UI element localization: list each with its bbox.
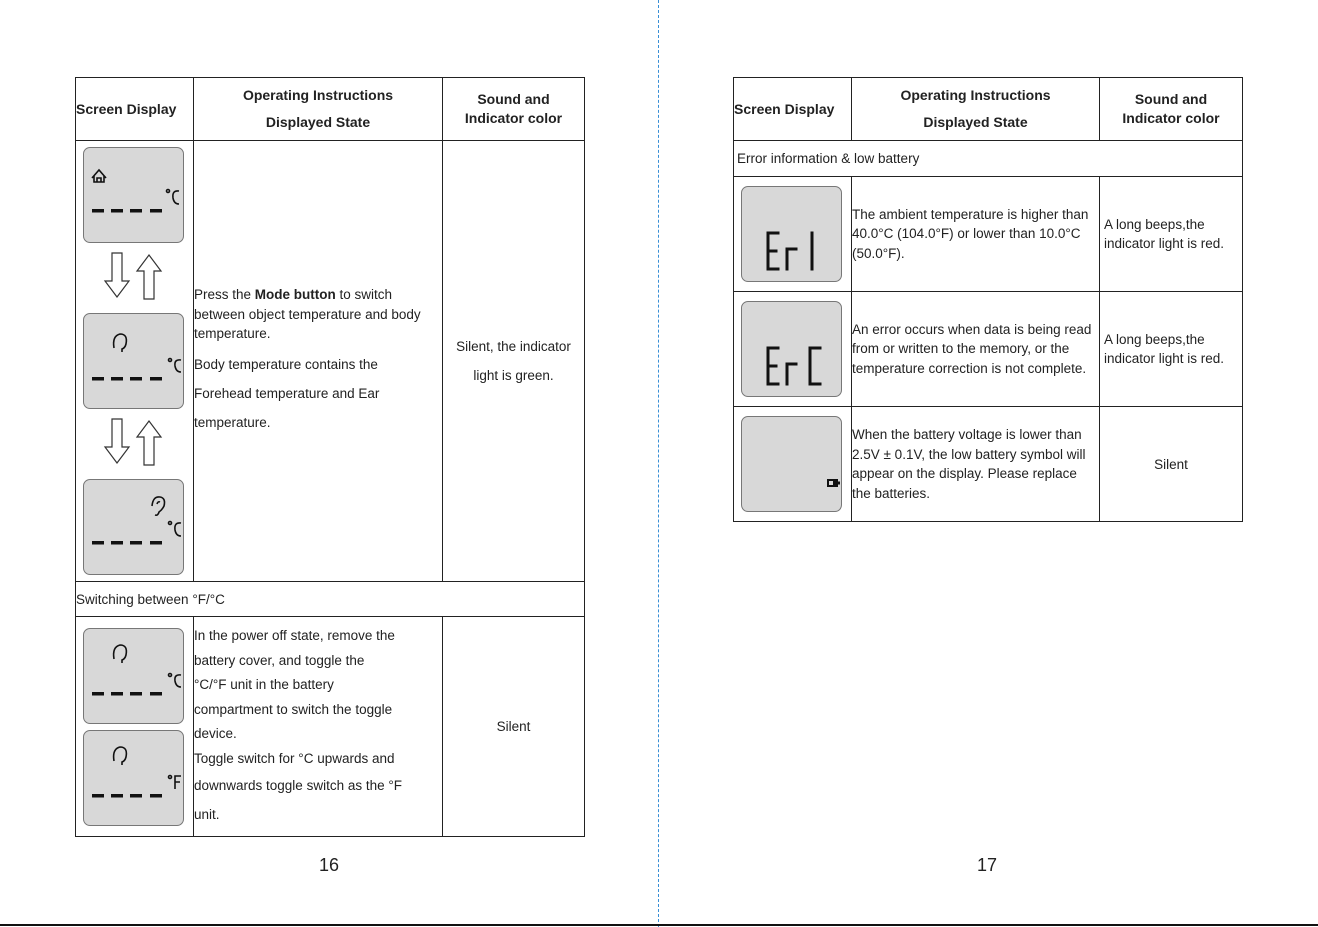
section-unit-switching: Switching between °F/°C <box>76 582 585 617</box>
lcd-screen-object-temp <box>83 147 184 243</box>
lcd-er1-graphic <box>742 187 841 281</box>
unit-instr-line: In the power off state, remove the <box>194 628 395 643</box>
head-icon <box>114 747 127 765</box>
header-instr-line2: Displayed State <box>923 114 1028 130</box>
erc-sound-indicator: A long beeps,the indicator light is red. <box>1100 292 1243 407</box>
er1-display-text <box>768 233 812 269</box>
mode-instr-paragraph-3: Forehead temperature and Ear <box>194 385 380 401</box>
celsius-icon <box>167 190 180 205</box>
erc-instructions: An error occurs when data is being read from or written to the memory, or the temperature correction is not complete. <box>852 292 1100 407</box>
celsius-icon <box>169 673 182 687</box>
header-sound-indicator <box>443 78 585 141</box>
lcd-erc-graphic <box>742 302 841 396</box>
low-battery-screen-cell <box>734 407 852 522</box>
mode-instr-paragraph-2: Body temperature contains the <box>194 356 378 372</box>
left-instruction-table <box>75 77 585 837</box>
low-battery-instructions: When the battery voltage is lower than 2.5V ± 0.1V, the low battery symbol will appear on the display. Please replace the batteries. <box>852 407 1100 522</box>
mode-sound-line2: light is green. <box>473 368 554 383</box>
header-operating-instructions <box>194 78 443 141</box>
dash-reading <box>92 794 162 798</box>
lcd-screen-celsius <box>83 628 184 724</box>
mode-sound-indicator <box>443 141 585 582</box>
er1-sound-indicator: A long beeps,the indicator light is red. <box>1100 177 1243 292</box>
switch-arrows-2 <box>83 415 184 473</box>
page-divider <box>658 0 659 927</box>
lcd-screen-low-battery <box>741 416 842 512</box>
unit-instr-line: battery cover, and toggle the <box>194 652 365 668</box>
header-sound-line1: Sound and <box>477 91 550 107</box>
ear-icon <box>152 497 165 515</box>
header-instr-line2: Displayed State <box>265 114 371 130</box>
down-arrow-icon <box>105 253 129 297</box>
lcd-fahrenheit-graphic <box>84 731 183 825</box>
er1-screen-cell <box>734 177 852 292</box>
unit-instr-line: device. <box>194 726 237 741</box>
header-screen-display: Screen Display <box>76 78 194 141</box>
unit-instr-line: downwards toggle switch as the °F <box>194 778 402 793</box>
er1-instructions: The ambient temperature is higher than 40.0°C (104.0°F) or lower than 10.0°C (50.0°F). <box>852 177 1100 292</box>
unit-instr-line: compartment to switch the toggle <box>194 701 393 717</box>
head-icon <box>114 334 127 352</box>
mode-instr-paragraph-1: Press the Mode button to switch between object temperature and body temperature. <box>194 287 421 342</box>
fahrenheit-icon <box>169 775 182 789</box>
erc-display-text <box>768 348 820 384</box>
unit-instr-line: °C/°F unit in the battery <box>194 677 334 692</box>
house-icon <box>92 170 106 182</box>
unit-instr-line: Toggle switch for °C upwards and <box>194 750 395 766</box>
unit-instructions <box>194 617 443 837</box>
page-number-right: 17 <box>976 855 998 875</box>
head-icon <box>114 645 127 663</box>
bottom-rule <box>0 924 1318 926</box>
low-battery-sound-indicator: Silent <box>1100 407 1243 522</box>
erc-screen-cell <box>734 292 852 407</box>
lcd-low-battery-graphic <box>742 417 841 511</box>
lcd-object-temp-graphic <box>84 148 183 242</box>
lcd-ear-temp-graphic <box>84 480 183 574</box>
dash-reading <box>92 377 162 381</box>
dash-reading <box>92 692 162 696</box>
header-sound-line2: Indicator color <box>1122 110 1220 126</box>
up-arrow-icon <box>137 255 161 299</box>
unit-sound-indicator: Silent <box>443 617 585 837</box>
down-arrow-icon <box>105 419 129 463</box>
page-number-left: 16 <box>318 855 340 875</box>
mode-sound-line1: Silent, the indicator <box>456 339 571 354</box>
unit-screens-cell <box>76 617 194 837</box>
celsius-icon <box>169 359 182 373</box>
header-instr-line1: Operating Instructions <box>900 87 1051 103</box>
header-sound-indicator <box>1100 78 1243 141</box>
dash-reading <box>92 209 162 213</box>
header-instr-line1: Operating Instructions <box>242 87 394 103</box>
lcd-screen-erc <box>741 301 842 397</box>
lcd-screen-fahrenheit <box>83 730 184 826</box>
header-sound-line2: Indicator color <box>464 110 563 126</box>
mode-instructions <box>194 141 443 582</box>
mode-instr-paragraph-4: temperature. <box>194 414 271 430</box>
up-arrow-icon <box>137 421 161 465</box>
lcd-forehead-temp-graphic <box>84 314 183 408</box>
right-instruction-table <box>733 77 1243 522</box>
mode-screens-cell <box>76 141 194 582</box>
header-sound-line1: Sound and <box>1134 91 1208 107</box>
section-error-info: Error information & low battery <box>734 141 1243 177</box>
unit-instr-line: unit. <box>194 807 220 822</box>
header-screen-display: Screen Display <box>734 78 852 141</box>
mode-button-text: Mode button <box>254 287 336 303</box>
dash-reading <box>92 541 162 545</box>
low-battery-icon <box>827 479 840 487</box>
switch-arrows-1 <box>83 249 184 307</box>
lcd-screen-forehead-temp <box>83 313 184 409</box>
header-operating-instructions <box>852 78 1100 141</box>
lcd-screen-ear-temp <box>83 479 184 575</box>
lcd-screen-er1 <box>741 186 842 282</box>
celsius-icon <box>169 522 182 537</box>
lcd-celsius-graphic <box>84 629 183 723</box>
